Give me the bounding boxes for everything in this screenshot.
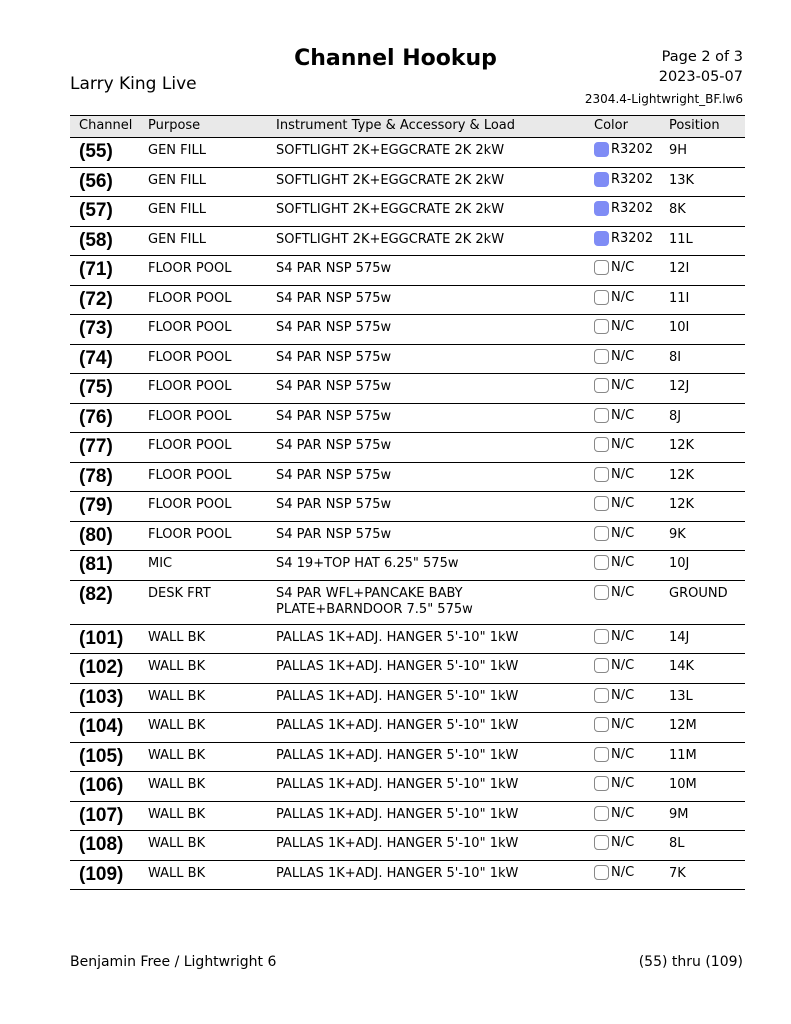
purpose-cell: GEN FILL xyxy=(148,231,206,247)
purpose-cell: MIC xyxy=(148,556,173,571)
channel-number: (77) xyxy=(79,436,113,457)
instrument-cell: S4 19+TOP HAT 6.25" 575w xyxy=(276,556,459,571)
color-label: N/C xyxy=(611,658,635,673)
position-cell: 8I xyxy=(669,349,682,365)
instrument-cell: S4 PAR NSP 575w xyxy=(276,467,392,483)
color-label: N/C xyxy=(611,378,635,393)
table-row xyxy=(70,831,745,861)
table-row xyxy=(70,522,745,552)
color-label: N/C xyxy=(611,687,635,703)
color-swatch-icon xyxy=(594,378,609,393)
purpose-cell: FLOOR POOL xyxy=(148,349,232,365)
table-row xyxy=(70,581,745,625)
footer-range: (55) thru (109) xyxy=(638,954,743,970)
table-row xyxy=(70,684,745,714)
purpose-cell: FLOOR POOL xyxy=(148,438,232,453)
file-name: 2304.4-Lightwright_BF.lw6 xyxy=(584,92,743,106)
color-cell xyxy=(594,585,634,600)
color-label: N/C xyxy=(611,319,635,334)
table-row xyxy=(70,345,745,375)
purpose-cell: FLOOR POOL xyxy=(148,526,232,542)
channel-number: (58) xyxy=(79,229,113,251)
color-label: N/C xyxy=(611,805,635,821)
instrument-cell: PALLAS 1K+ADJ. HANGER 5'-10" 1kW xyxy=(276,836,519,851)
color-swatch-icon xyxy=(594,201,609,216)
instrument-cell: PALLAS 1K+ADJ. HANGER 5'-10" 1kW xyxy=(276,806,519,822)
channel-number: (102) xyxy=(79,657,124,678)
table-row xyxy=(70,463,745,493)
instrument-cell: PALLAS 1K+ADJ. HANGER 5'-10" 1kW xyxy=(276,747,519,763)
color-label: R3202 xyxy=(611,142,654,157)
color-swatch-icon xyxy=(594,717,609,732)
table-row xyxy=(70,168,745,198)
table-row xyxy=(70,625,745,655)
color-label: N/C xyxy=(611,746,635,762)
channel-number: (82) xyxy=(79,583,113,605)
color-cell xyxy=(594,378,634,393)
channel-number: (81) xyxy=(79,554,113,575)
channel-number: (73) xyxy=(79,318,113,339)
table-row xyxy=(70,551,745,581)
color-swatch-icon xyxy=(594,526,609,541)
channel-number: (75) xyxy=(79,377,113,398)
channel-number: (105) xyxy=(79,745,124,767)
color-label: N/C xyxy=(611,289,635,305)
color-label: N/C xyxy=(611,717,635,732)
color-cell xyxy=(594,776,634,791)
column-header-purpose: Purpose xyxy=(148,118,201,133)
color-swatch-icon xyxy=(594,290,609,305)
instrument-cell: PALLAS 1K+ADJ. HANGER 5'-10" 1kW xyxy=(276,865,519,881)
color-label: N/C xyxy=(611,864,635,880)
color-label: N/C xyxy=(611,628,635,644)
color-label: R3202 xyxy=(611,201,654,216)
position-cell: 12J xyxy=(669,379,690,394)
report-date: 2023-05-07 xyxy=(658,69,743,85)
table-row xyxy=(70,286,745,316)
color-swatch-icon xyxy=(594,585,609,600)
color-label: N/C xyxy=(611,260,635,275)
color-label: N/C xyxy=(611,466,635,482)
purpose-cell: GEN FILL xyxy=(148,143,206,158)
color-swatch-icon xyxy=(594,747,609,762)
color-label: N/C xyxy=(611,555,635,570)
position-cell: 14J xyxy=(669,629,690,645)
purpose-cell: WALL BK xyxy=(148,747,206,763)
position-cell: 9K xyxy=(669,526,686,542)
purpose-cell: WALL BK xyxy=(148,718,206,733)
position-cell: 12K xyxy=(669,497,695,512)
page-info xyxy=(659,47,743,87)
color-swatch-icon xyxy=(594,319,609,334)
instrument-cell: SOFTLIGHT 2K+EGGCRATE 2K 2kW xyxy=(276,143,505,158)
table-row xyxy=(70,374,745,404)
position-cell: 8L xyxy=(669,836,685,851)
color-label: N/C xyxy=(611,348,635,364)
table-row xyxy=(70,802,745,832)
position-cell: 9H xyxy=(669,143,688,158)
color-cell xyxy=(594,231,653,246)
color-cell xyxy=(594,290,634,305)
position-cell: 10I xyxy=(669,320,690,335)
color-label: N/C xyxy=(611,407,635,423)
table-row xyxy=(70,654,745,684)
purpose-cell: WALL BK xyxy=(148,629,206,645)
instrument-cell: S4 PAR NSP 575w xyxy=(276,379,392,394)
table-row xyxy=(70,138,745,168)
purpose-cell: GEN FILL xyxy=(148,202,206,217)
color-swatch-icon xyxy=(594,629,609,644)
color-swatch-icon xyxy=(594,806,609,821)
position-cell: GROUND xyxy=(669,585,728,601)
table-row xyxy=(70,861,745,891)
color-label: N/C xyxy=(611,437,635,452)
color-cell xyxy=(594,835,634,850)
page-title: Channel Hookup xyxy=(294,46,497,71)
color-cell xyxy=(594,555,634,570)
page-number: Page 2 of 3 xyxy=(661,49,743,65)
instrument-cell: PALLAS 1K+ADJ. HANGER 5'-10" 1kW xyxy=(276,629,519,645)
purpose-cell: WALL BK xyxy=(148,688,206,704)
purpose-cell: FLOOR POOL xyxy=(148,497,232,512)
channel-number: (108) xyxy=(79,834,124,855)
position-cell: 9M xyxy=(669,806,689,822)
channel-number: (72) xyxy=(79,288,113,310)
channel-number: (56) xyxy=(79,170,113,192)
purpose-cell: DESK FRT xyxy=(148,585,211,601)
position-cell: 8J xyxy=(669,408,682,424)
channel-number: (106) xyxy=(79,775,124,796)
instrument-cell: PALLAS 1K+ADJ. HANGER 5'-10" 1kW xyxy=(276,718,519,733)
position-cell: 13L xyxy=(669,688,693,704)
instrument-cell: S4 PAR NSP 575w xyxy=(276,526,392,542)
instrument-cell: S4 PAR NSP 575w xyxy=(276,261,392,276)
color-swatch-icon xyxy=(594,349,609,364)
channel-number: (71) xyxy=(79,259,113,280)
instrument-cell: PALLAS 1K+ADJ. HANGER 5'-10" 1kW xyxy=(276,777,519,792)
color-swatch-icon xyxy=(594,555,609,570)
purpose-cell: WALL BK xyxy=(148,865,206,881)
color-cell xyxy=(594,629,634,644)
color-cell xyxy=(594,142,653,157)
color-swatch-icon xyxy=(594,260,609,275)
color-swatch-icon xyxy=(594,408,609,423)
table-body xyxy=(70,138,745,890)
purpose-cell: WALL BK xyxy=(148,659,206,674)
color-cell xyxy=(594,467,634,482)
position-cell: 11L xyxy=(669,231,693,247)
color-cell xyxy=(594,260,634,275)
channel-number: (79) xyxy=(79,495,113,516)
color-cell xyxy=(594,408,634,423)
purpose-cell: FLOOR POOL xyxy=(148,290,232,306)
color-label: N/C xyxy=(611,835,635,850)
color-cell xyxy=(594,526,634,541)
color-label: N/C xyxy=(611,584,635,600)
color-swatch-icon xyxy=(594,688,609,703)
table-row xyxy=(70,743,745,773)
table-row xyxy=(70,713,745,743)
color-cell xyxy=(594,496,634,511)
table-row xyxy=(70,433,745,463)
position-cell: 12M xyxy=(669,718,697,733)
purpose-cell: FLOOR POOL xyxy=(148,320,232,335)
color-swatch-icon xyxy=(594,231,609,246)
instrument-cell: S4 PAR NSP 575w xyxy=(276,320,392,335)
color-swatch-icon xyxy=(594,776,609,791)
position-cell: 7K xyxy=(669,865,686,881)
position-cell: 12K xyxy=(669,467,695,483)
footer-author: Benjamin Free / Lightwright 6 xyxy=(70,954,277,970)
column-header-instrument: Instrument Type & Accessory & Load xyxy=(276,118,516,133)
color-cell xyxy=(594,349,634,364)
color-cell xyxy=(594,865,634,880)
color-cell xyxy=(594,319,634,334)
instrument-cell: SOFTLIGHT 2K+EGGCRATE 2K 2kW xyxy=(276,231,505,247)
purpose-cell: FLOOR POOL xyxy=(148,379,232,394)
table-row xyxy=(70,256,745,286)
channel-number: (103) xyxy=(79,686,124,708)
purpose-cell: GEN FILL xyxy=(148,172,206,188)
instrument-cell: S4 PAR NSP 575w xyxy=(276,408,392,424)
channel-number: (78) xyxy=(79,465,113,487)
channel-number: (80) xyxy=(79,524,113,546)
position-cell: 10J xyxy=(669,556,690,571)
color-swatch-icon xyxy=(594,835,609,850)
purpose-cell: FLOOR POOL xyxy=(148,261,232,276)
channel-number: (74) xyxy=(79,347,113,369)
column-header-position: Position xyxy=(669,118,720,133)
color-cell xyxy=(594,717,634,732)
column-header-channel: Channel xyxy=(79,118,133,133)
color-label: N/C xyxy=(611,525,635,541)
table-header xyxy=(70,115,745,138)
instrument-cell: PALLAS 1K+ADJ. HANGER 5'-10" 1kW xyxy=(276,688,519,704)
color-cell xyxy=(594,688,634,703)
purpose-cell: WALL BK xyxy=(148,806,206,822)
instrument-cell: S4 PAR NSP 575w xyxy=(276,349,392,365)
purpose-cell: FLOOR POOL xyxy=(148,467,232,483)
position-cell: 11M xyxy=(669,747,697,763)
color-cell xyxy=(594,747,634,762)
instrument-cell: SOFTLIGHT 2K+EGGCRATE 2K 2kW xyxy=(276,172,505,188)
channel-number: (109) xyxy=(79,863,124,885)
instrument-cell: S4 PAR NSP 575w xyxy=(276,497,392,512)
instrument-cell: PALLAS 1K+ADJ. HANGER 5'-10" 1kW xyxy=(276,659,519,674)
channel-number: (107) xyxy=(79,804,124,826)
table-row xyxy=(70,772,745,802)
instrument-cell: S4 PAR NSP 575w xyxy=(276,290,392,306)
table-row xyxy=(70,404,745,434)
channel-hookup-table xyxy=(70,115,745,890)
purpose-cell: WALL BK xyxy=(148,836,206,851)
color-label: R3202 xyxy=(611,230,654,246)
instrument-cell: SOFTLIGHT 2K+EGGCRATE 2K 2kW xyxy=(276,202,505,217)
color-swatch-icon xyxy=(594,658,609,673)
color-label: R3202 xyxy=(611,171,654,187)
channel-number: (104) xyxy=(79,716,124,737)
channel-number: (57) xyxy=(79,200,113,221)
channel-number: (101) xyxy=(79,627,124,649)
table-row xyxy=(70,227,745,257)
color-cell xyxy=(594,201,653,216)
column-header-color: Color xyxy=(594,118,628,133)
color-swatch-icon xyxy=(594,142,609,157)
purpose-cell: FLOOR POOL xyxy=(148,408,232,424)
position-cell: 14K xyxy=(669,659,695,674)
color-swatch-icon xyxy=(594,496,609,511)
color-cell xyxy=(594,172,653,187)
color-cell xyxy=(594,806,634,821)
table-row xyxy=(70,197,745,227)
table-row xyxy=(70,315,745,345)
channel-number: (76) xyxy=(79,406,113,428)
position-cell: 10M xyxy=(669,777,697,792)
position-cell: 13K xyxy=(669,172,695,188)
position-cell: 12K xyxy=(669,438,695,453)
channel-number: (55) xyxy=(79,141,113,162)
position-cell: 12I xyxy=(669,261,690,276)
color-cell xyxy=(594,437,634,452)
color-cell xyxy=(594,658,634,673)
color-swatch-icon xyxy=(594,865,609,880)
color-swatch-icon xyxy=(594,172,609,187)
show-name: Larry King Live xyxy=(70,74,197,94)
position-cell: 11I xyxy=(669,290,690,306)
color-swatch-icon xyxy=(594,467,609,482)
instrument-cell: S4 PAR NSP 575w xyxy=(276,438,392,453)
color-label: N/C xyxy=(611,776,635,791)
table-row xyxy=(70,492,745,522)
color-label: N/C xyxy=(611,496,635,511)
position-cell: 8K xyxy=(669,202,686,217)
color-swatch-icon xyxy=(594,437,609,452)
purpose-cell: WALL BK xyxy=(148,777,206,792)
instrument-cell: S4 PAR WFL+PANCAKE BABY PLATE+BARNDOOR 7.5" 575w xyxy=(276,585,473,617)
